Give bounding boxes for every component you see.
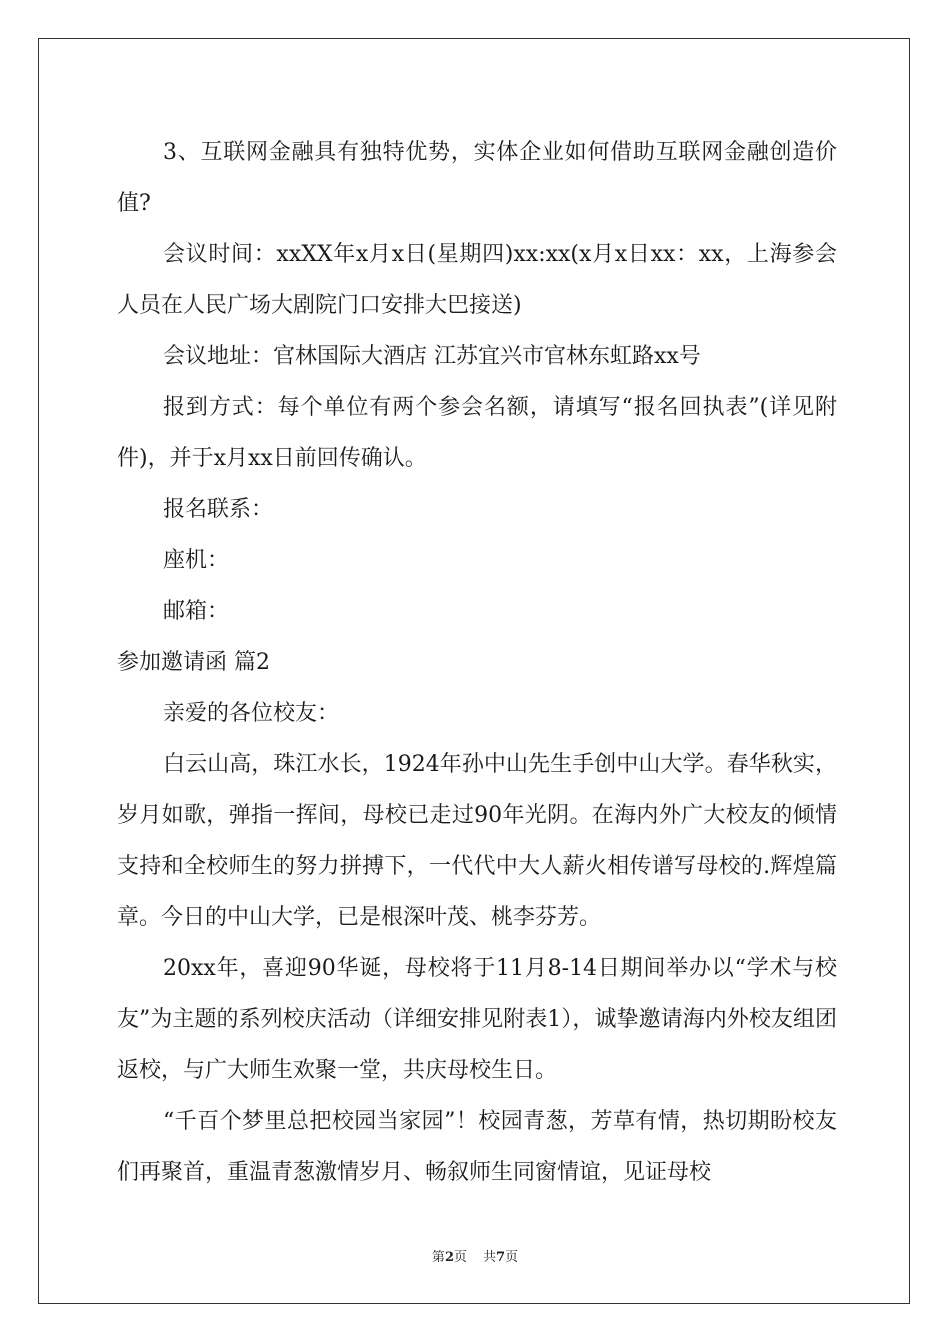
paragraph: 白云山高，珠江水长，1924年孙中山先生手创中山大学。春华秋实，岁月如歌，弹指一挥间，母校已走过90年光阴。在海内外广大校友的倾情支持和全校师生的努力拼搏下，一代代中大人薪火相传谱写母校的.辉煌篇章。今日的中山大学，已是根深叶茂、桃李芬芳。 xyxy=(117,752,837,930)
paragraph: 座机： xyxy=(163,548,230,573)
total-prefix: 共 xyxy=(483,1250,497,1265)
paragraph: 邮箱： xyxy=(163,599,230,624)
page-prefix: 第 xyxy=(431,1250,445,1265)
paragraph: 报名联系： xyxy=(163,497,274,522)
page-footer xyxy=(0,1246,950,1265)
document-body xyxy=(117,127,837,1198)
paragraph: 会议时间：xxXX年x月x日(星期四)xx:xx(x月x日xx：xx，上海参会人员在人民广场大剧院门口安排大巴接送) xyxy=(117,242,837,318)
paragraph: 会议地址：官林国际大酒店 江苏宜兴市官林东虹路xx号 xyxy=(163,344,701,369)
paragraph: 20xx年，喜迎90华诞，母校将于11月8-14日期间举办以“学术与校友”为主题的系列校庆活动（详细安排见附表1），诚挚邀请海内外校友组团返校，与广大师生欢聚一堂，共庆母校生日。 xyxy=(117,956,837,1083)
current-page-number: 2 xyxy=(444,1250,454,1265)
paragraph: 3、互联网金融具有独特优势，实体企业如何借助互联网金融创造价值? xyxy=(117,140,837,216)
total-suffix: 页 xyxy=(505,1250,519,1265)
paragraph: “千百个梦里总把校园当家园”！校园青葱，芳草有情，热切期盼校友们再聚首，重温青葱激情岁月、畅叙师生同窗情谊，见证母校 xyxy=(117,1109,837,1185)
paragraph: 亲爱的各位校友： xyxy=(163,701,340,726)
section-heading: 参加邀请函 篇2 xyxy=(117,650,270,675)
total-pages-number: 7 xyxy=(496,1250,506,1265)
paragraph: 报到方式：每个单位有两个参会名额，请填写“报名回执表”(详见附件)，并于x月xx日前回传确认。 xyxy=(117,395,837,471)
page-suffix: 页 xyxy=(453,1250,467,1265)
